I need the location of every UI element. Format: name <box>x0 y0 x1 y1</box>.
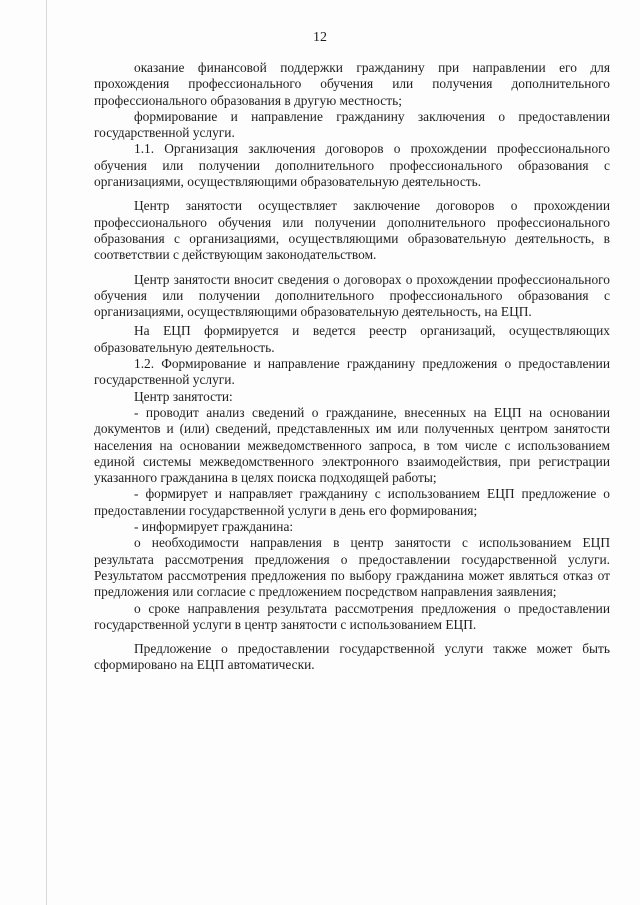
paragraph-financial-support: оказание финансовой поддержки гражданину при направлении его для прохождения профессионального обучения или получения дополнительного профессионального образования в другую местность; <box>94 60 610 108</box>
document-body <box>94 60 610 674</box>
list-item-analysis: - проводит анализ сведений о гражданине, внесенных на ЕЦП на основании документов и (или) сведений, представленных им или полученных центром занятости населения на основании межведомственного запроса, в том числе с использованием единой системы межведомственного электронного взаимодействия, при регистрации указанного гражданина в целях поиска подходящей работы; <box>94 404 610 486</box>
paragraph-employment-center: Центр занятости: <box>134 388 233 404</box>
page-edge-divider <box>46 0 47 905</box>
paragraph-contracts-conclusion: Центр занятости осуществляет заключение договоров о прохождении профессионального обучения или получении дополнительного профессионального образования с организациями, осуществляющими образовательную деятельность, в соответствии с действующим законодательством. <box>94 198 610 263</box>
paragraph-deadline: о сроке направления результата рассмотрения предложения о предоставлении государственной услуги в центр занятости с использованием ЕЦП. <box>94 600 610 632</box>
list-item-inform: - информирует гражданина: <box>134 519 294 535</box>
paragraph-automatic: Предложение о предоставлении государственной услуги также может быть сформировано на ЕЦП автоматически. <box>94 641 610 673</box>
paragraph-conclusion: формирование и направление гражданину заключения о предоставлении государственной услуги. <box>94 108 610 141</box>
paragraph-contracts-info: Центр занятости вносит сведения о договорах о прохождении профессионального обучения или получении дополнительного профессионального образования с организациями, осуществляющими образовательную деятельность, на ЕЦП. <box>94 271 610 320</box>
paragraph-registry: На ЕЦП формируется и ведется реестр организаций, осуществляющих образовательную деятельность. <box>94 323 610 355</box>
section-heading-1-2: 1.2. Формирование и направление гражданину предложения о предоставлении государственной услуги. <box>94 356 610 388</box>
page-number: 12 <box>313 30 327 45</box>
paragraph-necessity: о необходимости направления в центр занятости с использованием ЕЦП результата рассмотрения предложения о предоставлении государственной услуги. Результатом рассмотрения предложения по выбору гражданина может являться отказ от предложения или согласие с предложением посредством направления заявления; <box>94 535 610 600</box>
section-heading-1-1: 1.1. Организация заключения договоров о прохождении профессионального обучения или получении дополнительного профессионального образования с организациями, осуществляющими образовательную деятельность. <box>94 141 610 190</box>
list-item-proposal: - формирует и направляет гражданину с использованием ЕЦП предложение о предоставлении государственной услуги в день его формирования; <box>94 486 610 518</box>
